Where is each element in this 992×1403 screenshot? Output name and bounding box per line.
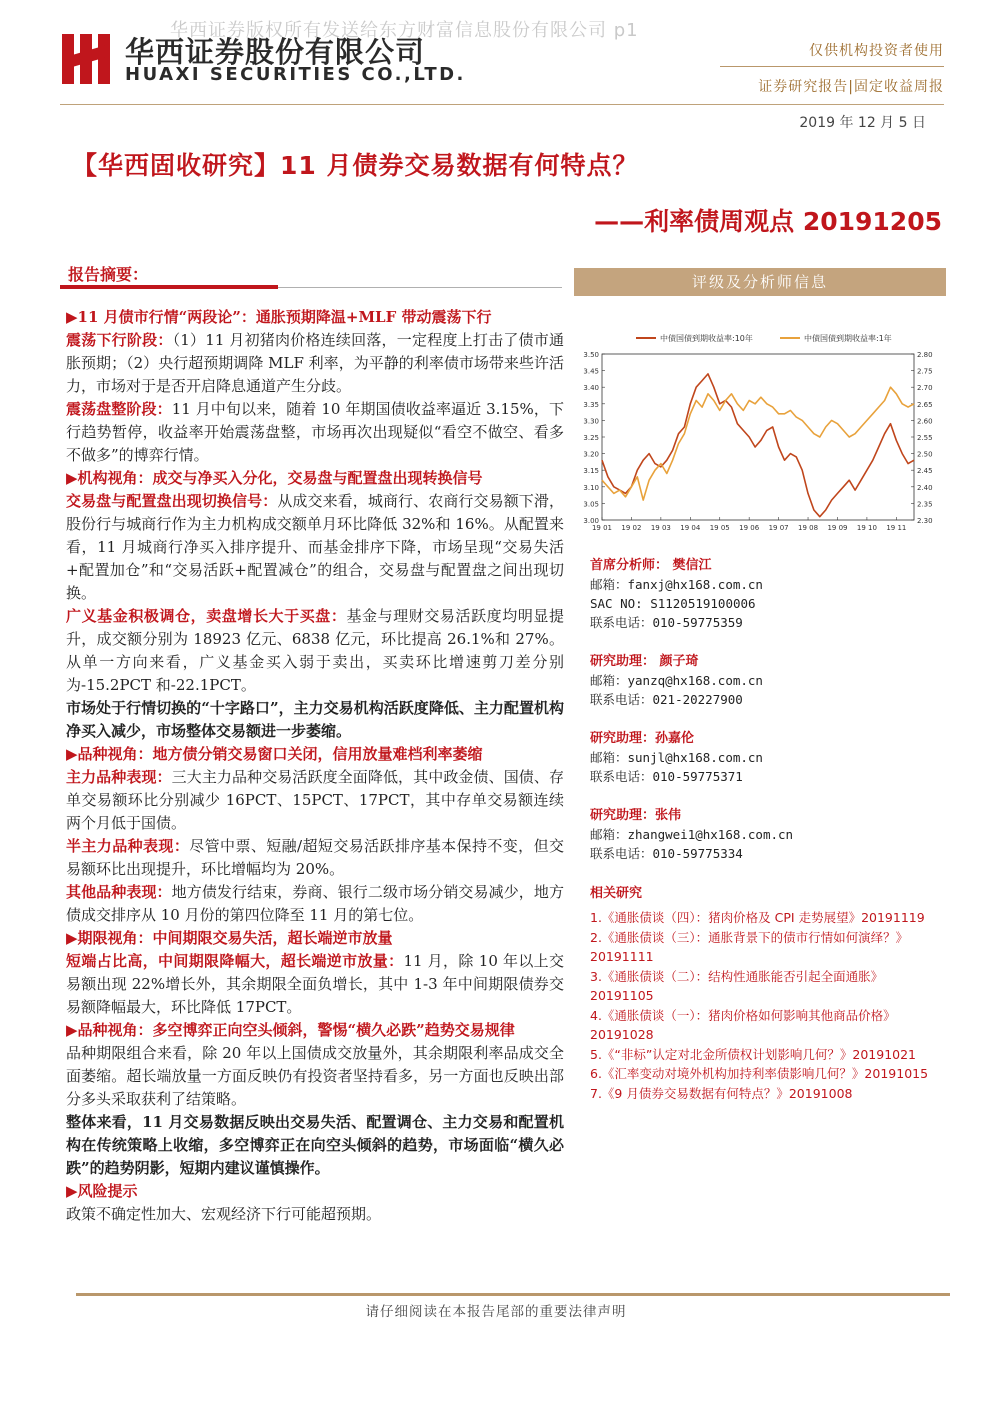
y-right-tick-label: 2.55 (917, 434, 933, 442)
abstract-paragraph (66, 1111, 564, 1180)
abstract-paragraph (66, 881, 564, 927)
abstract-paragraph (66, 743, 564, 766)
abstract-text: ▶风险提示 (66, 1182, 138, 1200)
sidebar-heading: 评级及分析师信息 (574, 268, 946, 296)
y-right-tick-label: 2.45 (917, 467, 933, 476)
company-name-en: HUAXI SECURITIES CO.,LTD. (125, 64, 466, 85)
x-tick-label: 19 02 (621, 524, 642, 532)
y-left-tick-label: 3.35 (583, 400, 599, 409)
y-left-tick-label: 3.45 (583, 367, 599, 376)
abstract-text: ▶期限视角：中间期限交易失活，超长端逆市放量 (66, 929, 393, 947)
report-title: 【华西固收研究】11 月债券交易数据有何特点？ (72, 151, 639, 180)
series-line-10y (602, 374, 914, 517)
x-tick-label: 19 04 (680, 524, 701, 532)
abstract-paragraph (66, 835, 564, 881)
abstract-heading: 报告摘要： (68, 265, 149, 284)
abstract-paragraph (66, 467, 564, 490)
y-right-tick-label: 2.50 (917, 450, 933, 459)
y-right-tick-label: 2.30 (917, 517, 933, 525)
x-tick-label: 19 05 (709, 524, 730, 532)
rating-sidebar (574, 268, 946, 557)
huaxi-logo-icon (60, 30, 112, 86)
abstract-paragraph (66, 950, 564, 1019)
analyst-contact: 邮箱：yanzq@hx168.com.cn (590, 673, 763, 688)
y-left-tick-label: 3.15 (583, 467, 599, 476)
abstract-text: 11 月，除 10 年以上交易额出现 22%增长外，其余期限全面负增长，其中 1-3 年中间期限债券交易额降幅最大，环比降低 17PCT。 (66, 952, 564, 1016)
y-left-tick-label: 3.00 (583, 517, 599, 525)
abstract-paragraph (66, 398, 564, 467)
legend-label: 中债国债到期收益率:1年 (804, 334, 892, 343)
header-rule (60, 104, 944, 105)
legend-label: 中债国债到期收益率:10年 (660, 334, 753, 343)
x-tick-label: 19 11 (886, 524, 907, 532)
analyst-contact: SAC NO: S1120519100006 (590, 596, 756, 611)
analyst-role: 首席分析师： 樊信江 (590, 558, 712, 573)
related-report-link[interactable]: 7.《9 月债券交易数据有何特点？》20191008 (590, 1085, 853, 1101)
abstract-paragraph (66, 1203, 564, 1226)
analyst-contact: 联系电话：021-20227900 (590, 692, 743, 707)
y-left-tick-label: 3.10 (583, 483, 599, 492)
report-subtitle: ——利率债周观点 20191205 (594, 207, 942, 236)
y-left-tick-label: 3.50 (583, 351, 599, 359)
y-left-tick-label: 3.05 (583, 500, 599, 509)
y-right-tick-label: 2.65 (917, 400, 933, 409)
y-left-tick-label: 3.40 (583, 384, 599, 393)
y-left-tick-label: 3.25 (583, 434, 599, 442)
abstract-paragraph (66, 490, 564, 605)
y-right-tick-label: 2.80 (917, 351, 933, 359)
abstract-paragraph (66, 1042, 564, 1111)
legal-notice: 请仔细阅读在本报告尾部的重要法律声明 (365, 1304, 627, 1320)
abstract-heading-rule (278, 287, 562, 288)
abstract-text: 广义基金积极调仓，卖盘增长大于买盘： (66, 607, 347, 625)
abstract-text: 尽管中票、短融/超短交易活跃排序基本保持不变，但交易额环比出现提升，环比增幅均为 20%。 (66, 837, 564, 878)
x-tick-label: 19 07 (768, 524, 789, 532)
analyst-contact: 联系电话：010-59775371 (590, 769, 743, 784)
abstract-heading-bar (60, 285, 278, 289)
analyst-list (590, 556, 930, 863)
abstract-text: 整体来看，11 月交易数据反映出交易失活、配置调仓、主力交易和配置机构在传统策略上收缩，多空博弈正在向空头倾斜的趋势，市场面临“横久必跌”的趋势阴影，短期内建议谨慎操作。 (66, 1113, 564, 1177)
x-tick-label: 19 10 (856, 524, 877, 532)
abstract-paragraph (66, 306, 564, 329)
abstract-text: 短端占比高，中间期限降幅大，超长端逆市放量： (66, 952, 404, 970)
abstract-text: 交易盘与配置盘出现切换信号： (66, 492, 278, 510)
abstract-paragraph (66, 766, 564, 835)
abstract-text: 地方债发行结束，券商、银行二级市场分销交易减少，地方债成交排序从 10 月份的第四位降至 11 月的第七位。 (66, 883, 564, 924)
abstract-text: ▶品种视角：地方债分销交易窗口关闭，信用放量难档利率萎缩 (66, 745, 483, 763)
abstract-body (66, 306, 564, 1226)
related-report-link[interactable]: 4.《通胀债谈（一）：猪肉价格如何影响其他商品价格》20191028 (590, 1007, 896, 1042)
y-right-tick-label: 2.75 (917, 367, 933, 376)
abstract-paragraph (66, 605, 564, 697)
report-date: 2019 年 12 月 5 日 (799, 115, 926, 131)
analyst-role: 研究助理： 颜子琦 (590, 654, 699, 669)
y-left-tick-label: 3.20 (583, 450, 599, 459)
analyst-role: 研究助理：张伟 (590, 808, 682, 823)
abstract-text: ▶品种视角：多空博弈正向空头倾斜，警惕“横久必跌”趋势交易规律 (66, 1021, 515, 1039)
analyst-contact: 邮箱：fanxj@hx168.com.cn (590, 577, 763, 592)
yield-chart-svg (574, 302, 946, 557)
abstract-text: 品种期限组合来看，除 20 年以上国债成交放量外，其余期限利率品成交全面萎缩。超长端放量一方面反映仍有投资者坚持看多，另一方面也反映出部分多头采取获利了结策略。 (66, 1044, 564, 1108)
abstract-text: ▶机构视角：成交与净买入分化，交易盘与配置盘出现转换信号 (66, 469, 483, 487)
analyst-contact: 邮箱：sunjl@hx168.com.cn (590, 750, 763, 765)
chart-frame (602, 354, 914, 520)
x-tick-label: 19 09 (827, 524, 848, 532)
abstract-text: 主力品种表现： (66, 768, 172, 786)
y-right-tick-label: 2.40 (917, 483, 933, 492)
related-report-link[interactable]: 1.《通胀债谈（四）：猪肉价格及 CPI 走势展望》20191119 (590, 910, 925, 925)
abstract-text: 三大主力品种交易活跃度全面降低，其中政金债、国债、存单交易额环比分别减少 16PCT、15PCT、17PCT，其中存单交易额连续两个月低于国债。 (66, 768, 564, 832)
abstract-paragraph (66, 329, 564, 398)
yield-chart (574, 302, 946, 557)
company-name-cn: 华西证券股份有限公司 (125, 35, 426, 69)
abstract-text: 政策不确定性加大、宏观经济下行可能超预期。 (66, 1205, 382, 1223)
abstract-text: 基金与理财交易活跃度均明显提升，成交额分别为 18923 亿元、6838 亿元，环比提高 26.1%和 27%。从单一方向来看，广义基金买入弱于卖出，买卖环比增速剪刀差分别为-15.2PCT 和-22.1PCT。 (66, 607, 564, 694)
abstract-text: 市场处于行情切换的“十字路口”，主力交易机构活跃度降低、主力配置机构净买入减少，市场整体交易额进一步萎缩。 (66, 699, 564, 740)
audience-note: 仅供机构投资者使用 (809, 43, 944, 59)
related-title: 相关研究 (590, 886, 643, 901)
abstract-paragraph (66, 1180, 564, 1203)
x-tick-label: 19 06 (739, 524, 760, 532)
analyst-contact: 联系电话：010-59775359 (590, 615, 743, 630)
abstract-text: 震荡盘整阶段： (66, 400, 172, 418)
analyst-contact: 邮箱：zhangwei1@hx168.com.cn (590, 827, 794, 842)
related-research (590, 884, 930, 1103)
y-right-tick-label: 2.70 (917, 384, 933, 393)
related-report-link[interactable]: 6.《汇率变动对境外机构加持利率债影响几何？》20191015 (590, 1066, 929, 1081)
related-report-link[interactable]: 5.《“非标”认定对北金所债权计划影响几何？》20191021 (590, 1046, 917, 1062)
watermark: 华西证券版权所有发送给东方财富信息股份有限公司 p1 (170, 20, 639, 41)
related-report-link[interactable]: 3.《通胀债谈（二）：结构性通胀能否引起全面通胀》20191105 (590, 968, 884, 1003)
x-tick-label: 19 01 (591, 524, 613, 532)
abstract-text: 11 月中旬以来，随着 10 年期国债收益率逼近 3.15%，下行趋势暂停，收益率开始震荡盘整，市场再次出现疑似“看空不做空、看多不做多”的博弈行情。 (66, 400, 564, 464)
abstract-text: 震荡下行阶段： (66, 331, 173, 349)
y-right-tick-label: 2.35 (917, 500, 933, 509)
abstract-text: 半主力品种表现： (66, 837, 190, 855)
y-left-tick-label: 3.30 (583, 417, 599, 426)
abstract-paragraph (66, 927, 564, 950)
abstract-text: （1）11 月初猪肉价格连续回落，一定程度上打击了债市通胀预期；（2）央行超预期调降 MLF 利率，为平静的利率债市场带来些许活力，市场对于是否开启降息通道产生分歧。 (66, 331, 564, 395)
header-divider (720, 66, 944, 67)
x-tick-label: 19 08 (798, 524, 819, 532)
x-tick-label: 19 03 (650, 524, 671, 532)
y-right-tick-label: 2.60 (917, 417, 933, 426)
abstract-text: 其他品种表现： (66, 883, 172, 901)
report-type: 证券研究报告|固定收益周报 (758, 79, 944, 95)
analyst-contact: 联系电话：010-59775334 (590, 846, 743, 861)
abstract-text: ▶11 月债市行情“两段论”：通胀预期降温+MLF 带动震荡下行 (66, 308, 492, 326)
footer-rule (76, 1293, 950, 1296)
abstract-text: 从成交来看，城商行、农商行交易额下滑，股份行与城商行作为主力机构成交额单月环比降低 32%和 16%。从配置来看，11 月城商行净买入排序提升、而基金排序下降，市场呈现“交易失活+配置加仓”和“交易活跃+配置减仓”的组合，交易盘与配置盘之间出现切换。 (66, 492, 564, 602)
abstract-paragraph (66, 1019, 564, 1042)
abstract-paragraph (66, 697, 564, 743)
related-report-link[interactable]: 2.《通胀债谈（三）：通胀背景下的债市行情如何演绎？》20191111 (590, 929, 909, 964)
analyst-role: 研究助理：孙嘉伦 (590, 731, 695, 746)
